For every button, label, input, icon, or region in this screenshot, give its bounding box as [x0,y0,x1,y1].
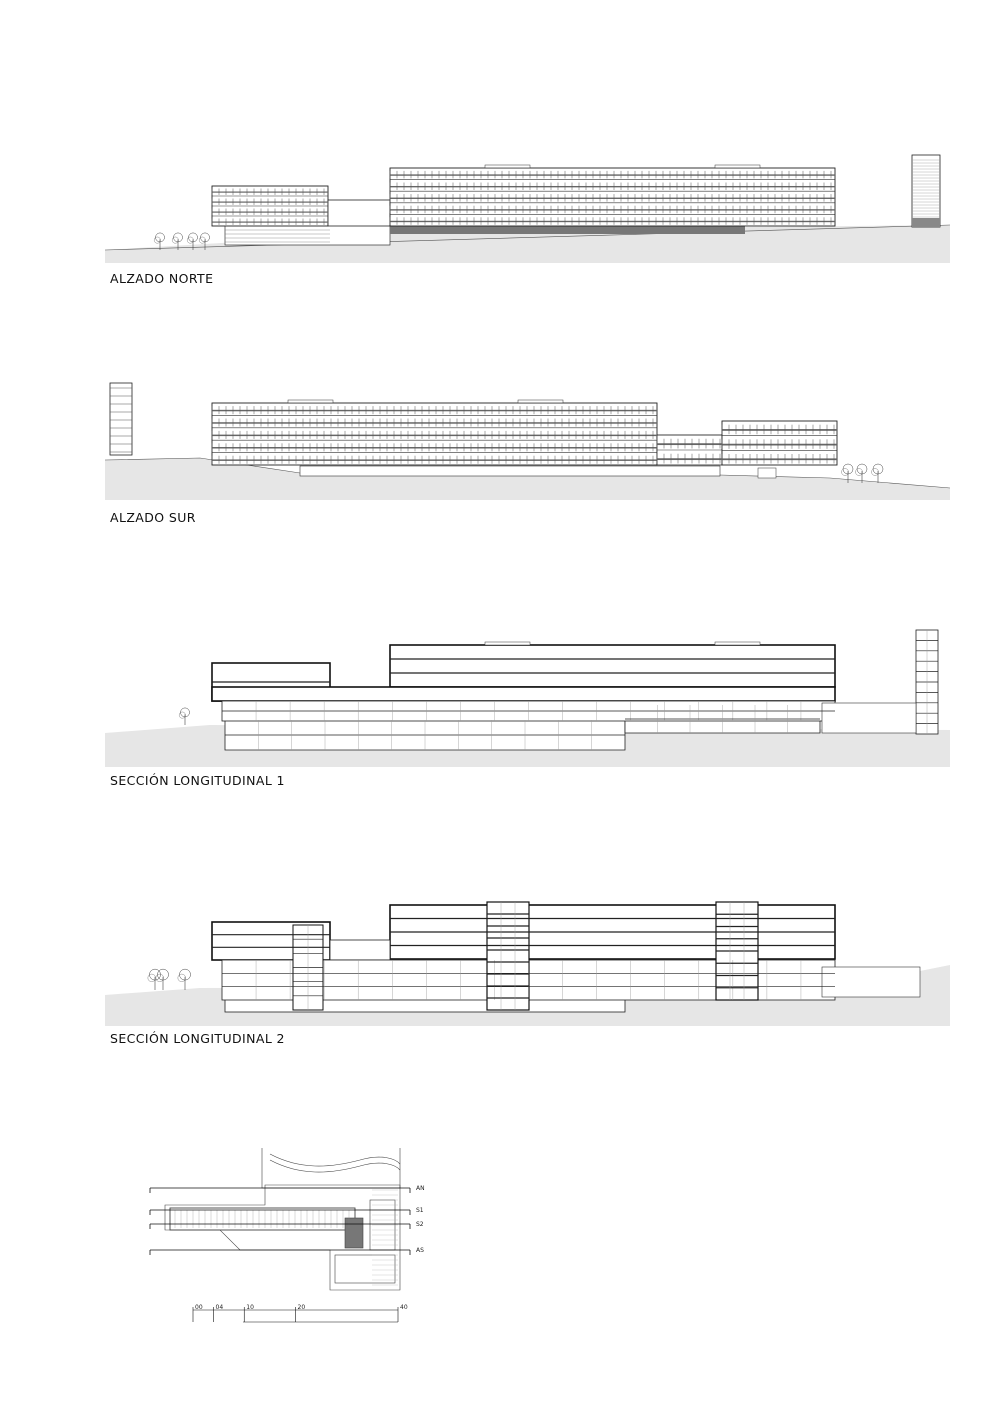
seccion-2-trees [148,969,191,990]
scale-tick-label: 00 [195,1304,203,1311]
seccion-1-trees [179,708,189,725]
section-mark-label: S1 [416,1207,424,1214]
alzado-norte-drawing [0,150,1000,270]
seccion-1-drawing [0,625,1000,770]
section-mark-label: S2 [416,1221,424,1228]
scale-tick-label: 04 [215,1304,224,1311]
scale-tick-label: 40 [400,1304,408,1311]
caption-seccion-1: SECCIÓN LONGITUDINAL 1 [110,773,285,788]
caption-seccion-2: SECCIÓN LONGITUDINAL 2 [110,1031,285,1046]
scale-bar [193,1304,408,1322]
key-plan [0,1140,1000,1330]
seccion-2-drawing [0,890,1000,1030]
caption-alzado-sur: ALZADO SUR [110,510,196,525]
caption-alzado-norte: ALZADO NORTE [110,271,214,286]
alzado-sur-drawing [0,378,1000,503]
section-mark-label: AS [416,1247,424,1254]
key-plan-detail [175,1190,398,1285]
section-mark-label: AN [416,1185,425,1192]
scale-tick-label: 10 [246,1304,254,1311]
scale-tick-label: 20 [297,1304,306,1311]
sur-trees [842,464,884,483]
